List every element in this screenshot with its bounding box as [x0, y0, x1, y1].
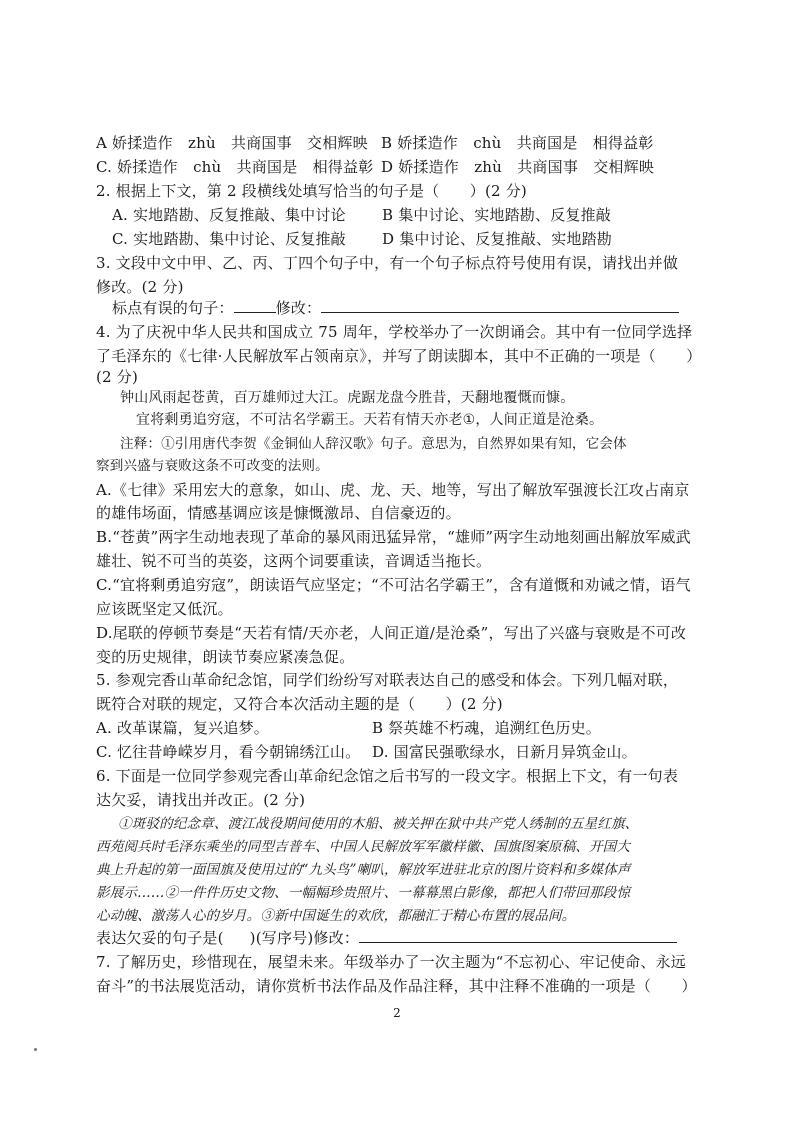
- q5-option-c: C. 忆往昔峥嵘岁月，看今朝锦绣江山。: [96, 743, 361, 761]
- q4-option-c-line-2: 应该既坚定又低沉。: [96, 600, 233, 618]
- q2-options-ab: [112, 205, 712, 225]
- q6-passage-line-3: 典上升起的第一面国旗及使用过的“九头鸟”喇叭，解放军进驻北京的图片资料和多媒体声: [96, 862, 631, 878]
- q5-stem-line-2: 既符合对联的规定，又符合本次活动主题的是（ ）(2 分): [96, 695, 503, 713]
- q6-answer-label: 表达欠妥的句子是(: [96, 929, 224, 947]
- q4-option-a-line-1: A.《七律》采用宏大的意象，如山、虎、龙、天、地等，写出了解放军强渡长江攻占南京: [96, 481, 690, 499]
- q1-option-d: D 娇揉造作 zhù 共商国事 交相辉映: [381, 158, 655, 176]
- q2-option-c: C. 实地踏勘、集中讨论、反复推敲: [112, 230, 346, 248]
- poem-note-line-2: 察到兴盛与衰败这条不可改变的法则。: [96, 458, 329, 474]
- q3-answer-line: [112, 298, 712, 318]
- q5-option-a: A. 改革谋篇，复兴追梦。: [96, 719, 269, 737]
- q1-option-a: A 娇揉造作 zhù 共商国事 交相辉映: [96, 134, 368, 152]
- q4-option-d-line-2: 变的历史规律，朗读节奏应紧凑急促。: [96, 648, 355, 666]
- q3-fix-blank[interactable]: [321, 298, 679, 313]
- q5-options-cd: [96, 742, 696, 762]
- q1-option-c: C. 娇揉造作 chù 共商国是 相得益彰: [96, 158, 374, 176]
- q3-stem-line-1: 3. 文段中文中甲、乙、丙、丁四个句子中，有一个句子标点符号使用有误，请找出并做: [96, 254, 679, 272]
- q6-stem-line-1: 6. 下面是一位同学参观完香山革命纪念馆之后书写的一段文字。根据上下文，有一句表: [96, 767, 679, 785]
- q4-stem-line-3: (2 分): [96, 368, 139, 386]
- q6-passage-line-4: 影展示……②一件件历史文物、一幅幅珍贵照片、一幕幕黑白影像，都把人们带回那段惊: [96, 885, 631, 901]
- q3-stem-line-2: 修改。(2 分): [96, 278, 184, 296]
- q6-fix-label: )(写序号)修改：: [249, 929, 360, 947]
- q5-option-b: B 祭英雄不朽魂，追溯红色历史。: [372, 719, 601, 737]
- q1-option-b: B 娇揉造作 chù 共商国是 相得益彰: [381, 134, 654, 152]
- q5-option-d: D. 国富民强歌绿水，日新月异筑金山。: [372, 743, 637, 761]
- q5-options-ab: [96, 718, 696, 738]
- q1-options-ab: [96, 133, 696, 153]
- q7-stem-line-1: 7. 了解历史，珍惜现在，展望未来。年级举办了一次主题为“不忘初心、牢记使命、永远: [96, 953, 686, 971]
- q2-options-cd: [112, 229, 712, 249]
- q5-stem-line-1: 5. 参观完香山革命纪念馆，同学们纷纷写对联表达自己的感受和体会。下列几幅对联，: [96, 671, 679, 689]
- q4-option-b-line-2: 雄壮、锐不可当的英姿，这两个词要重读，音调适当拖长。: [96, 552, 492, 570]
- q4-option-c-line-1: C.“宜将剩勇追穷寇”，朗读语气应坚定；“不可沽名学霸王”，含有道慨和劝诫之情，语气: [96, 576, 691, 594]
- q3-fix-label: 修改：: [275, 299, 322, 317]
- q4-option-d-line-1: D.尾联的停顿节奏是“天若有情/天亦老，人间正道/是沧桑”，写出了兴盛与衰败是不可改: [96, 624, 687, 642]
- q4-option-a-line-2: 的雄伟场面，情感基调应该是慷慨激昂、自信豪迈的。: [96, 504, 461, 522]
- q3-answer-label: 标点有误的句子：: [112, 299, 234, 317]
- q4-stem-line-2: 了毛泽东的《七律·人民解放军占领南京》，并写了朗读脚本，其中不正确的一项是（ ）: [96, 347, 702, 365]
- q2-option-b: B 集中讨论、实地踏勘、反复推敲: [382, 206, 611, 224]
- q2-option-d: D 集中讨论、反复推敲、实地踏勘: [382, 230, 612, 248]
- poem-note-line-1: 注释：①引用唐代李贺《金铜仙人辞汉歌》句子。意思为，自然界如果有知，它会体: [120, 436, 627, 452]
- poem-line-1: 钟山风雨起苍黄，百万雄师过大江。虎踞龙盘今胜昔，天翻地覆慨而慷。: [120, 390, 575, 406]
- q6-passage-line-5: 心动魄、激荡人心的岁月。③新中国诞生的欢欣，都融汇于精心布置的展品间。: [96, 908, 576, 924]
- q6-fix-blank[interactable]: [359, 928, 677, 943]
- q4-option-b-line-1: B.“苍黄”两字生动地表现了革命的暴风雨迅猛异常，“雄师”两字生动地刻画出解放军威武: [96, 528, 691, 546]
- q7-stem-line-2: 奋斗”的书法展览活动，请你赏析书法作品及作品注释，其中注释不准确的一项是（ ）: [96, 977, 697, 995]
- q1-options-cd: [96, 157, 696, 177]
- q6-number-blank[interactable]: [224, 928, 250, 943]
- q6-passage-line-1: ①斑驳的纪念章、渡江战役期间使用的木船、被关押在狱中共产党人绣制的五星红旗、: [118, 816, 639, 832]
- page-number: 2: [393, 1006, 401, 1020]
- q6-answer-line: [96, 928, 696, 948]
- q6-passage-line-2: 西苑阅兵时毛泽东乘坐的同型吉普车、中国人民解放军军徽样徽、国旗图案原稿、开国大: [96, 839, 631, 855]
- q2-option-a: A. 实地踏勘、反复推敲、集中讨论: [112, 206, 346, 224]
- q3-sentence-blank[interactable]: [234, 298, 276, 313]
- q2-stem: 2. 根据上下文，第 2 段横线处填写恰当的句子是（ ）(2 分): [96, 182, 527, 200]
- scan-speck: [34, 1048, 37, 1051]
- poem-line-2: 宜将剩勇追穷寇，不可沽名学霸王。天若有情天亦老①，人间正道是沧桑。: [136, 412, 604, 428]
- q4-stem-line-1: 4. 为了庆祝中华人民共和国成立 75 周年，学校举办了一次朗诵会。其中有一位同学选择: [96, 323, 693, 341]
- q6-stem-line-2: 达欠妥，请找出并改正。(2 分): [96, 791, 306, 809]
